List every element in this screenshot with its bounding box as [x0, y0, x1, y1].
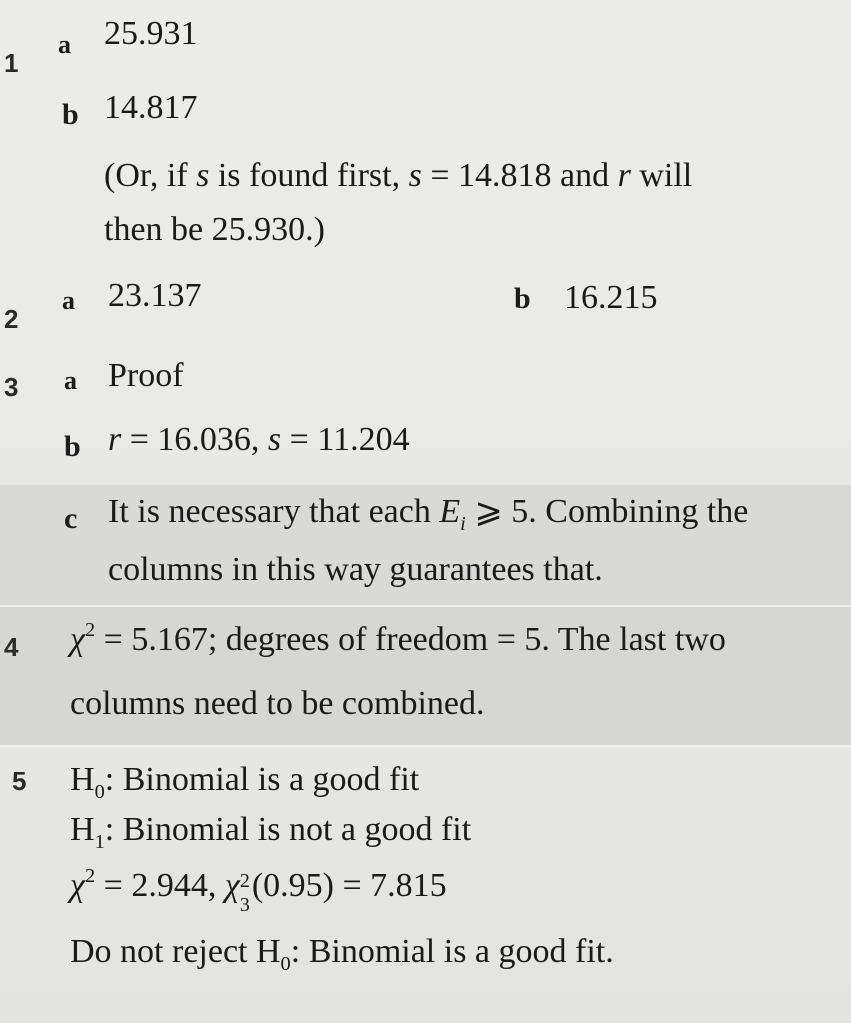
- q3-part-c-line-1: It is necessary that each $E_i$ ⩾ 5. Combining the: [108, 493, 749, 535]
- band-divider: [0, 745, 851, 747]
- q4-line-1: $\chi^2 = 5.167$; degrees of freedom = 5. The last two: [70, 619, 726, 658]
- q1-part-a-value: 25.931: [104, 15, 198, 52]
- question-number-1: 1: [4, 48, 19, 78]
- question-number-3: 3: [4, 372, 19, 402]
- q1-note-line-2: then be 25.930.): [104, 211, 325, 248]
- q2-part-b-label: b: [514, 282, 531, 315]
- q5-alternative-hypothesis: $H_1$: Binomial is not a good fit: [70, 811, 472, 853]
- question-number-2: 2: [4, 304, 19, 334]
- q4-line-2: columns need to be combined.: [70, 685, 485, 722]
- question-number-4: 4: [4, 632, 19, 662]
- q3-part-c-label: c: [64, 502, 78, 535]
- q3-part-c-line-2: columns in this way guarantees that.: [108, 551, 603, 588]
- q5-null-hypothesis: $H_0$: Binomial is a good fit: [70, 761, 420, 803]
- q1-part-b-value: 14.817: [104, 89, 198, 126]
- q2-part-b-value: 16.215: [564, 279, 658, 316]
- q2-part-a-value: 23.137: [108, 277, 202, 314]
- q3-part-a-value: Proof: [108, 357, 184, 394]
- q1-part-b-label: b: [62, 98, 79, 131]
- q3-part-b-value: r = 16.036, s = 11.204: [108, 421, 410, 458]
- question-number-5: 5: [12, 766, 27, 796]
- q5-conclusion: Do not reject $H_0$: Binomial is a good fit.: [70, 933, 614, 975]
- q2-part-a-label: a: [62, 286, 75, 315]
- band-divider: [0, 605, 851, 607]
- q3-part-b-label: b: [64, 430, 81, 463]
- q3-part-a-label: a: [64, 366, 77, 395]
- q5-test-statistic: $\chi^2 = 2.944$, χ 2 3 (0.95) = 7.815: [70, 865, 447, 917]
- q1-part-a-label: a: [58, 30, 71, 59]
- q1-note-line-1: (Or, if s is found first, s = 14.818 and r will: [104, 157, 693, 194]
